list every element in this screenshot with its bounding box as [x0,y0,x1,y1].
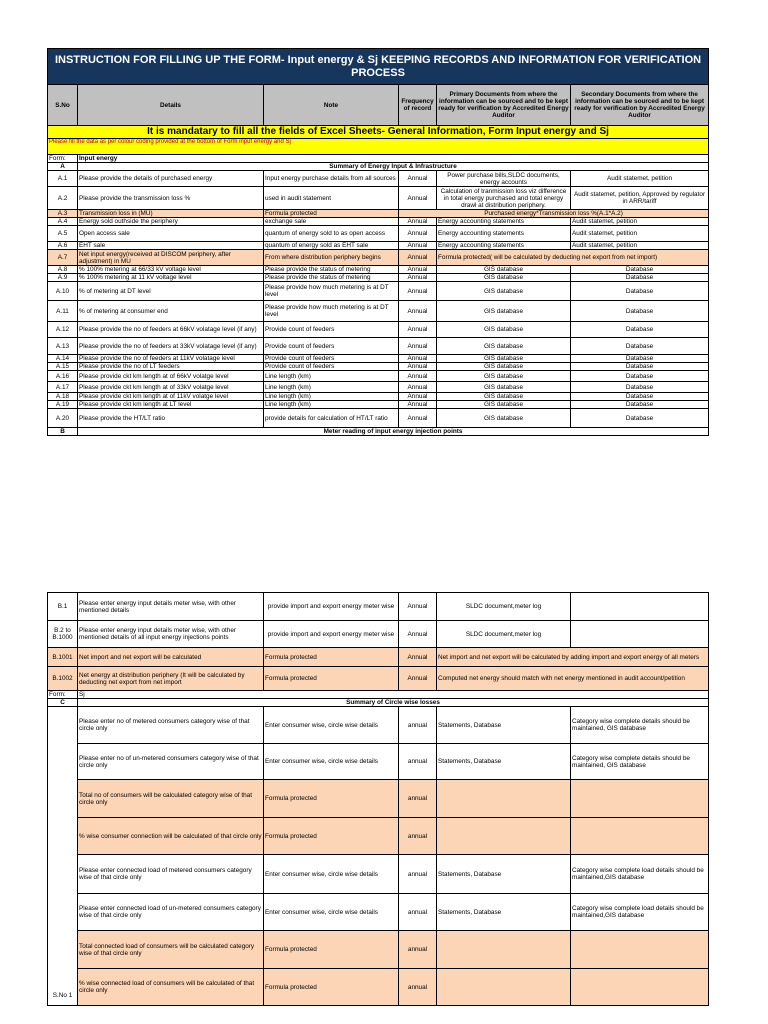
header-frequency: Frequency of record [399,85,437,126]
row-details: % of metering at DT level [78,282,264,301]
table-row [48,931,709,969]
row-secondary-documents: Audit statemet, petition [571,226,709,242]
row-details: Please enter no of un-metered consumers category wise of that circle only [78,744,264,780]
row-note: Line length (km) [264,382,399,393]
row-frequency: Annual [399,593,437,621]
section-title: Meter reading of input energy injection points [78,428,709,436]
header-secondary-documents: Secondary Documents from where the information can be sourced and to be kept ready for verification by Accredited Energy Auditor [571,85,709,126]
row-sno: A.3 [48,210,78,218]
row-details: Please provide ckt km length at of 33kV volatge level [78,382,264,393]
row-sno: A.10 [48,282,78,301]
row-secondary-documents: Database [571,382,709,393]
row-frequency: Annual [399,621,437,648]
page-title: INSTRUCTION FOR FILLING UP THE FORM- Input energy & Sj KEEPING RECORDS AND INFORMATION FOR VERIFICATION PROCESS [48,49,709,85]
table-row [48,855,709,894]
row-primary-documents: GIS database [437,266,571,274]
row-details: Please provide the no of feeders at 66kV volatage level (if any) [78,322,264,338]
row-frequency: Annual [399,648,437,667]
row-frequency: annual [399,707,437,744]
table-row [48,187,709,210]
row-sno: A.19 [48,401,78,409]
row-sno: A.7 [48,250,78,266]
header-note: Note [264,85,399,126]
table-row [48,393,709,401]
row-frequency: Annual [399,382,437,393]
row-primary-documents: GIS database [437,322,571,338]
row-primary-documents: Energy accounting statements [437,242,571,250]
row-frequency: Annual [399,242,437,250]
row-primary-documents: Statements, Database [437,894,571,931]
row-details: % wise connected load of consumers will be calculated of that circle only [78,969,264,1006]
table-row [48,667,709,691]
row-primary-documents: GIS database [437,301,571,322]
row-primary-documents: Energy accounting statements [437,218,571,226]
section-letter: B [48,428,78,436]
row-secondary-documents: Audit statemet, petition [571,218,709,226]
table-row [48,707,709,744]
row-primary-documents: GIS database [437,355,571,363]
row-secondary-documents [571,818,709,855]
table-row [48,210,709,218]
row-secondary-documents: Database [571,355,709,363]
row-primary-documents: Calculation of tranmission loss viz difference in total energy purchased and total energy drawl at distribution periphery. [437,187,571,210]
row-note: Line length (km) [264,393,399,401]
row-sno: B.1002 [48,667,78,691]
table-row [48,250,709,266]
row-note: exchange sale [264,218,399,226]
row-primary-documents: GIS database [437,393,571,401]
row-sno: S.No 1 [48,707,78,1006]
section-header [48,699,709,707]
row-frequency: annual [399,855,437,894]
table-row [48,301,709,322]
row-note: Formula protected [264,667,399,691]
row-details: Total no of consumers will be calculated category wise of that circle only [78,780,264,818]
row-frequency: Annual [399,282,437,301]
row-note: Formula protected [264,931,399,969]
row-sno: B.1 [48,593,78,621]
row-note: Enter consumer wise, circle wise details [264,707,399,744]
form-label: Form: [48,691,78,699]
row-frequency: Annual [399,187,437,210]
table-row [48,371,709,382]
row-sno: A.11 [48,301,78,322]
row-details: Please enter connected load of metered consumers category wise of that circle only [78,855,264,894]
row-note: Please provide how much metering is at DT level [264,301,399,322]
row-secondary-documents: Database [571,363,709,371]
row-primary-documents: GIS database [437,363,571,371]
table-row [48,382,709,393]
row-sno: A.4 [48,218,78,226]
row-details: % wise consumer connection will be calculated of that circle only [78,818,264,855]
form-name: Input energy [78,155,709,163]
row-details: Please provide the transmission loss % [78,187,264,210]
row-details: EHT sale [78,242,264,250]
row-primary-documents: Statements, Database [437,744,571,780]
form-row [48,691,709,699]
row-secondary-documents: Database [571,301,709,322]
table-row [48,322,709,338]
row-details: Please provide ckt km length at LT level [78,401,264,409]
table-row [48,266,709,274]
row-note: From where distribution periphery begins [264,250,399,266]
row-sno: A.8 [48,266,78,274]
row-frequency: Annual [399,338,437,355]
table-row [48,818,709,855]
row-secondary-documents [571,969,709,1006]
table-row [48,621,709,648]
row-sno: A.16 [48,371,78,382]
row-frequency: Annual [399,409,437,428]
row-frequency: Annual [399,667,437,691]
row-frequency: annual [399,818,437,855]
row-note: Line length (km) [264,401,399,409]
row-primary-documents [437,931,571,969]
row-sno: A.18 [48,393,78,401]
row-secondary-documents: Database [571,282,709,301]
form-label: Form: [48,155,78,163]
row-sno: A.13 [48,338,78,355]
instruction-table-continued [47,592,709,1006]
row-details: Open access sale [78,226,264,242]
row-primary-documents: Statements, Database [437,707,571,744]
row-details: Please enter connected load of un-metered consumers category wise of that circle only [78,894,264,931]
table-row [48,593,709,621]
row-sno: A.6 [48,242,78,250]
table-row [48,648,709,667]
row-sno: A.17 [48,382,78,393]
table-row [48,969,709,1006]
form-name: Sj [78,691,709,699]
row-details: Please enter no of metered consumers category wise of that circle only [78,707,264,744]
row-details: Net energy at distribution periphery (It will be calculated by deducting net export from net import [78,667,264,691]
row-details: Please provide the no of LT feeders [78,363,264,371]
table-row [48,226,709,242]
row-secondary-documents: Category wise complete details should be maintained, GIS database [571,707,709,744]
row-merged-note: Net import and net export will be calculated by adding import and export energy of all meters [437,648,709,667]
row-note: Input energy purchase details from all sources [264,171,399,187]
row-frequency: Annual [399,401,437,409]
row-details: Please provide the HT/LT ratio [78,409,264,428]
row-note: quantum of energy sold as EHT sale [264,242,399,250]
row-note: Formula protected [264,780,399,818]
row-frequency: Annual [399,226,437,242]
row-primary-documents: Power purchase bills,SLDC documents, energy accounts [437,171,571,187]
instruction-table [47,48,709,436]
row-secondary-documents [571,593,709,621]
table-row [48,242,709,250]
table-row [48,744,709,780]
row-note: Enter consumer wise, circle wise details [264,855,399,894]
row-note: provide details for calculation of HT/LT ratio [264,409,399,428]
row-primary-documents: GIS database [437,401,571,409]
row-frequency: Annual [399,171,437,187]
table-row [48,780,709,818]
row-frequency: annual [399,969,437,1006]
row-sno: A.15 [48,363,78,371]
table-row [48,282,709,301]
row-primary-documents: SLDC document,meter log [437,621,571,648]
row-sno: B.2 to B.1000 [48,621,78,648]
table-row [48,171,709,187]
row-secondary-documents: Category wise complete details should be maintained, GIS database [571,744,709,780]
row-secondary-documents: Database [571,393,709,401]
row-note: Line length (km) [264,371,399,382]
row-note: Please provide the status of metering [264,266,399,274]
row-secondary-documents [571,780,709,818]
row-secondary-documents: Audit statemet, petition [571,242,709,250]
row-sno: A.12 [48,322,78,338]
row-primary-documents [437,969,571,1006]
row-details: Please provide the no of feeders at 11kV volatage level [78,355,264,363]
row-frequency: Annual [399,266,437,274]
row-primary-documents: GIS database [437,409,571,428]
section-title: Summary of Circle wise losses [78,699,709,707]
row-note: Formula protected [264,648,399,667]
row-primary-documents: SLDC document,meter log [437,593,571,621]
table-row [48,274,709,282]
row-primary-documents: GIS database [437,371,571,382]
section-letter: C [48,699,78,707]
table-row [48,363,709,371]
row-details: Please provide the no of feeders at 33kV volatage level (if any) [78,338,264,355]
row-note: Provide count of feeders [264,338,399,355]
row-secondary-documents: Category wise complete load details should be maintained,GIS database [571,855,709,894]
row-secondary-documents: Database [571,266,709,274]
row-note: quantum of energy sold to as open access [264,226,399,242]
row-primary-documents: Energy accounting statements [437,226,571,242]
row-sno: A.5 [48,226,78,242]
row-primary-documents [437,818,571,855]
row-frequency: annual [399,780,437,818]
header-sno: S.No [48,85,78,126]
row-secondary-documents: Database [571,338,709,355]
row-primary-documents: Statements, Database [437,855,571,894]
row-frequency: Annual [399,250,437,266]
row-frequency: annual [399,744,437,780]
table-row [48,409,709,428]
row-secondary-documents: Database [571,409,709,428]
row-details: % of metering at consumer end [78,301,264,322]
row-sno: A.20 [48,409,78,428]
row-primary-documents: GIS database [437,282,571,301]
header-primary-documents: Primary Documents from where the information can be sourced and to be kept ready for verification by Accredited Energy Auditor [437,85,571,126]
row-secondary-documents: Database [571,371,709,382]
row-merged-note: Purchased energy*Transmission loss %(A.1*A.2) [399,210,709,218]
row-note: Provide count of feeders [264,355,399,363]
row-sno: B.1001 [48,648,78,667]
row-sno: A.1 [48,171,78,187]
row-primary-documents: GIS database [437,338,571,355]
row-note: provide import and export energy meter wise [264,621,399,648]
row-frequency: Annual [399,355,437,363]
row-primary-documents: GIS database [437,382,571,393]
row-note: Enter consumer wise, circle wise details [264,744,399,780]
row-details: % 100% metering at 11 kV voltage level [78,274,264,282]
row-frequency: Annual [399,218,437,226]
row-details: Net import and net export will be calculated [78,648,264,667]
table-row [48,338,709,355]
row-frequency: Annual [399,371,437,382]
row-note: Provide count of feeders [264,322,399,338]
table-row [48,401,709,409]
row-sno: A.9 [48,274,78,282]
row-secondary-documents: Category wise complete load details should be maintained,GIS database [571,894,709,931]
header-details: Details [78,85,264,126]
row-note: Formula protected [264,969,399,1006]
row-frequency: annual [399,931,437,969]
row-merged-note: Formula protected( will be calculated by deducting net export from net import) [437,250,709,266]
row-frequency: annual [399,894,437,931]
row-note: Enter consumer wise, circle wise details [264,894,399,931]
row-details: Please provide ckt km length at of 11kV volatge level [78,393,264,401]
row-sno: A.14 [48,355,78,363]
row-merged-note: Computed net energy should match with net energy mentioned in audit account/petition [437,667,709,691]
row-frequency: Annual [399,363,437,371]
row-frequency: Annual [399,322,437,338]
row-details: Please enter energy input details meter wise, with other mentioned details [78,593,264,621]
row-secondary-documents [571,931,709,969]
row-secondary-documents [571,621,709,648]
section-header [48,428,709,436]
table-row [48,218,709,226]
table-row [48,355,709,363]
row-note: Formula protected [264,818,399,855]
row-note: Formula protected [264,210,399,218]
row-secondary-documents: Database [571,274,709,282]
row-secondary-documents: Audit statemet, petition, Approved by regulator in ARR/tariff [571,187,709,210]
row-frequency: Annual [399,301,437,322]
colour-coding-note: Please fill the data as per colour coding provided at the bottom of Form input energy and Sj [48,139,709,155]
row-details: Please enter energy input details meter wise, with other mentioned details of all input energy injections points [78,621,264,648]
mandatory-notice: It is mandatary to fill all the fields of Excel Sheets- General Information, Form Input energy and Sj [48,126,709,139]
section-letter: A [48,163,78,171]
row-details: Please provide the details of purchased energy [78,171,264,187]
row-note: Please provide the status of metering [264,274,399,282]
row-secondary-documents: Database [571,401,709,409]
row-frequency: Annual [399,393,437,401]
row-note: used in audit statement [264,187,399,210]
row-secondary-documents: Audit statemet, petition [571,171,709,187]
table-row [48,894,709,931]
row-frequency: Annual [399,274,437,282]
row-details: % 100% metering at 66/33 kV voltage level [78,266,264,274]
row-secondary-documents: Database [571,322,709,338]
row-details: Please provide ckt km length at of 66kV volatge level [78,371,264,382]
row-primary-documents: GIS database [437,274,571,282]
row-details: Net input energy(received at DISCOM periphery, after adjustment) in MU [78,250,264,266]
row-note: provide import and export energy meter wise [264,593,399,621]
row-details: Transmission loss in (MU) [78,210,264,218]
row-details: Energy sold outhside the periphery [78,218,264,226]
row-details: Total connected load of consumers will be calculated category wise of that circle only [78,931,264,969]
row-primary-documents [437,780,571,818]
row-sno: A.2 [48,187,78,210]
row-note: Please provide how much metering is at DT level [264,282,399,301]
row-note: Provide count of feeders [264,363,399,371]
section-title: Summary of Energy Input & Infrastructure [78,163,709,171]
